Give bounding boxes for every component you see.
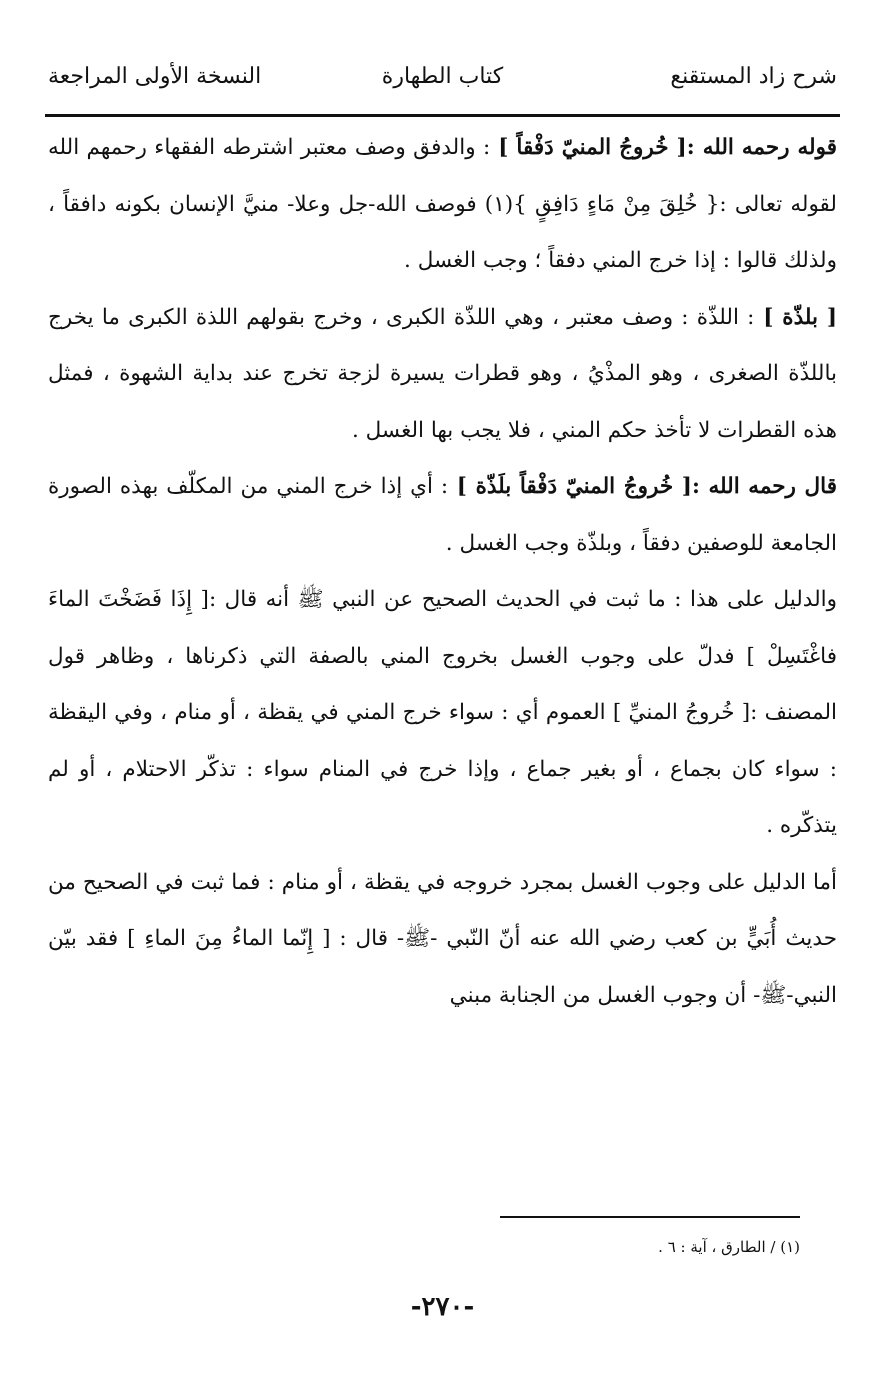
main-text — [48, 120, 837, 1024]
page-number: -٢٧٠- — [410, 1292, 475, 1322]
running-header — [48, 62, 837, 102]
quoted-matn: قوله رحمه الله :[ خُروجُ المنيّ دَفْقاً ] — [490, 135, 837, 160]
quoted-matn: [ بلذّة ] — [754, 304, 837, 330]
paragraph-ladhdha — [48, 290, 837, 460]
paragraph-dafq — [48, 120, 837, 290]
header-edition-note: النسخة الأولى المراجعة — [48, 64, 262, 89]
paragraph-combined — [48, 459, 837, 572]
header-book-title: شرح زاد المستقنع — [670, 64, 837, 89]
quoted-matn: قال رحمه الله :[ خُروجُ المنيّ دَفْقاً بلَذّة ] — [448, 474, 837, 499]
header-chapter-title: كتاب الطهارة — [381, 64, 504, 89]
commentary-text: : اللذّة : وصف معتبر ، وهي اللذّة الكبرى ، وخرج بقولهم اللذة الكبرى ما يخرج باللذّة الصغرى ، وهو المذْيُ ، وهو قطرات يسيرة لزجة تخرج عند بداية الشهوة ، فمثل هذه القطرات لا تأخذ حكم المني ، فلا يجب بها الغسل . — [48, 304, 837, 443]
footnote-rule — [500, 1216, 800, 1218]
paragraph-hadith — [48, 855, 837, 1025]
paragraph-evidence — [48, 572, 837, 855]
header-rule — [45, 114, 840, 117]
commentary-text: أما الدليل على وجوب الغسل بمجرد خروجه في يقظة ، أو منام : فما ثبت في الصحيح من حديث أُبَيٍّ بن كعب رضي الله عنه أنّ النّبي -ﷺ- قال : [ إِنّما الماءُ مِنَ الماءِ ] فقد بيّن النبي-ﷺ- أن وجوب الغسل من الجنابة مبني — [48, 869, 837, 1008]
commentary-text: : أي إذا خرج المني من المكلّف بهذه الصورة الجامعة للوصفين دفقاً ، وبلذّة وجب الغسل . — [48, 474, 837, 556]
commentary-text: : والدفق وصف معتبر اشترطه الفقهاء رحمهم الله لقوله تعالى :{ خُلِقَ مِنْ مَاءٍ دَافِقٍ }(١) فوصف الله-جل وعلا- منيَّ الإنسان بكونه دافقاً ، ولذلك قالوا : إذا خرج المني دفقاً ؛ وجب الغسل . — [48, 135, 837, 273]
commentary-text: والدليل على هذا : ما ثبت في الحديث الصحيح عن النبي ﷺ أنه قال :[ إِذَا فَضَخْتَ الماءَ فاغْتَسِلْ ] فدلّ على وجوب الغسل بخروج المني بالصفة التي ذكرناها ، وظاهر قول المصنف :[ خُروجُ المنيِّ ] العموم أي : سواء خرج المني في يقظة ، أو منام ، وفي اليقظة : سواء كان بجماع ، أو بغير جماع ، وإذا خرج في المنام سواء : تذكّر الاحتلام ، أو لم يتذكّره . — [48, 587, 837, 838]
footnote: (١) / الطارق ، آية : ٦ . — [658, 1238, 800, 1256]
